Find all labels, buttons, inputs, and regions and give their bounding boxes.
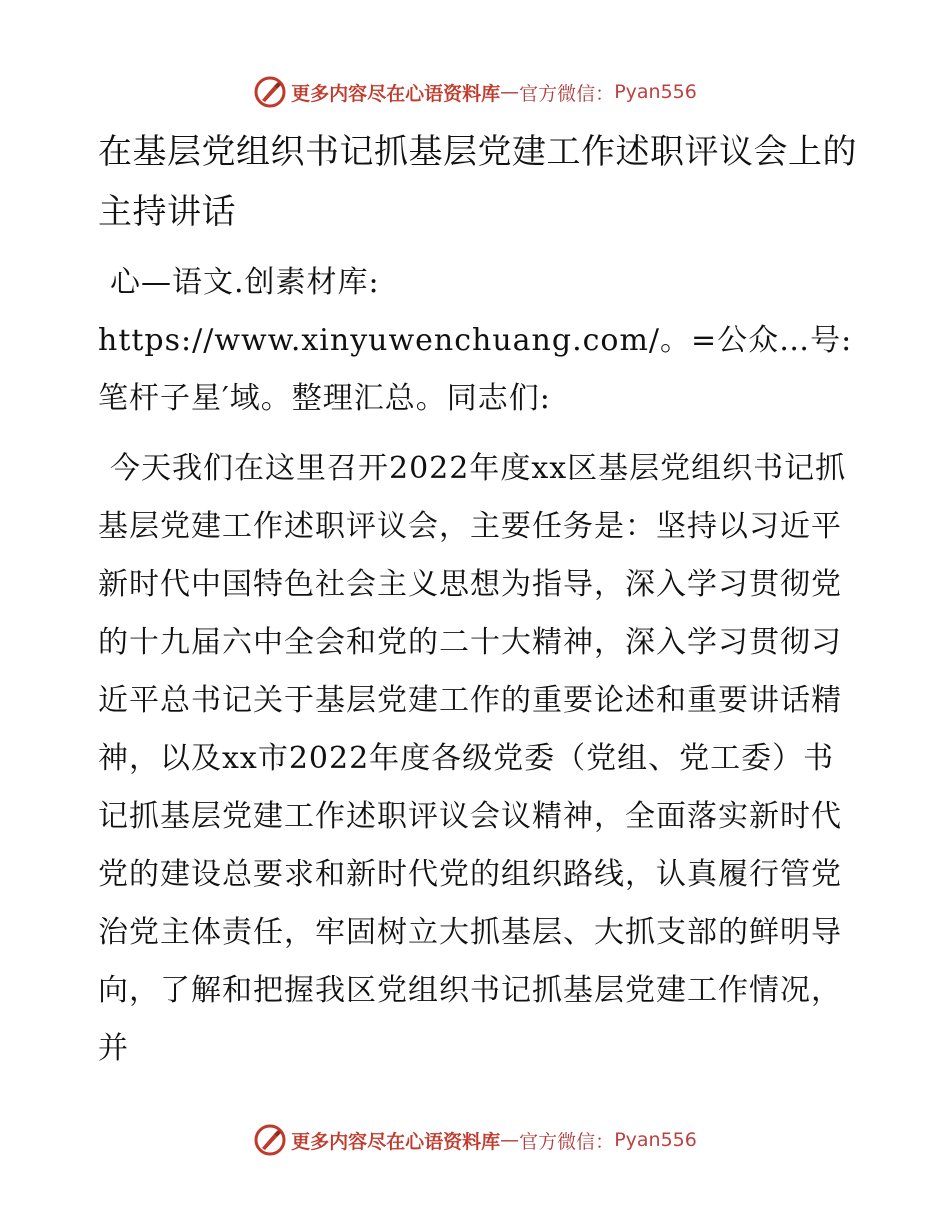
watermark-wechat-id: Pyan556 <box>614 81 697 103</box>
watermark-dash: — <box>500 81 520 103</box>
watermark-wechat-id: Pyan556 <box>614 1129 697 1151</box>
watermark-official-label: 官方微信： <box>519 82 615 105</box>
source-line <box>98 254 858 428</box>
watermark-main-text: 更多内容尽在心语资料库 <box>291 82 501 105</box>
pen-circle-logo-icon <box>253 75 287 109</box>
watermark-main-text: 更多内容尽在心语资料库 <box>291 1130 501 1153</box>
pen-circle-logo-icon <box>253 1123 287 1157</box>
watermark-official-label: 官方微信： <box>519 1130 615 1153</box>
footer-watermark <box>0 1120 950 1160</box>
header-watermark <box>0 72 950 112</box>
body-paragraph-text: 今天我们在这里召开2022年度xx区基层党组织书记抓基层党建工作述职评议会，主要任务是：坚持以习近平新时代中国特色社会主义思想为指导，深入学习贯彻党的十九届六中全会和党的二十大精神，深入学习贯彻习近平总书记关于基层党建工作的重要论述和重要讲话精神，以及xx市2022年度各级党委（党组、党工委）书记抓基层党建工作述职评议会议精神，全面落实新时代党的建设总要求和新时代党的组织路线，认真履行管党治党主体责任，牢固树立大抓基层、大抓支部的鲜明导向，了解和把握我区党组织书记抓基层党建工作情况，并 <box>98 451 847 1066</box>
document-title: 在基层党组织书记抓基层党建工作述职评议会上的主持讲话 <box>98 132 857 232</box>
watermark-dash: — <box>500 1129 520 1151</box>
source-line-text: 心—语文.创素材库: https://www.xinyuwenchuang.com/。=公众…号: 笔杆子星′域。整理汇总。同志们: <box>98 265 853 416</box>
body-paragraph <box>98 440 858 1078</box>
